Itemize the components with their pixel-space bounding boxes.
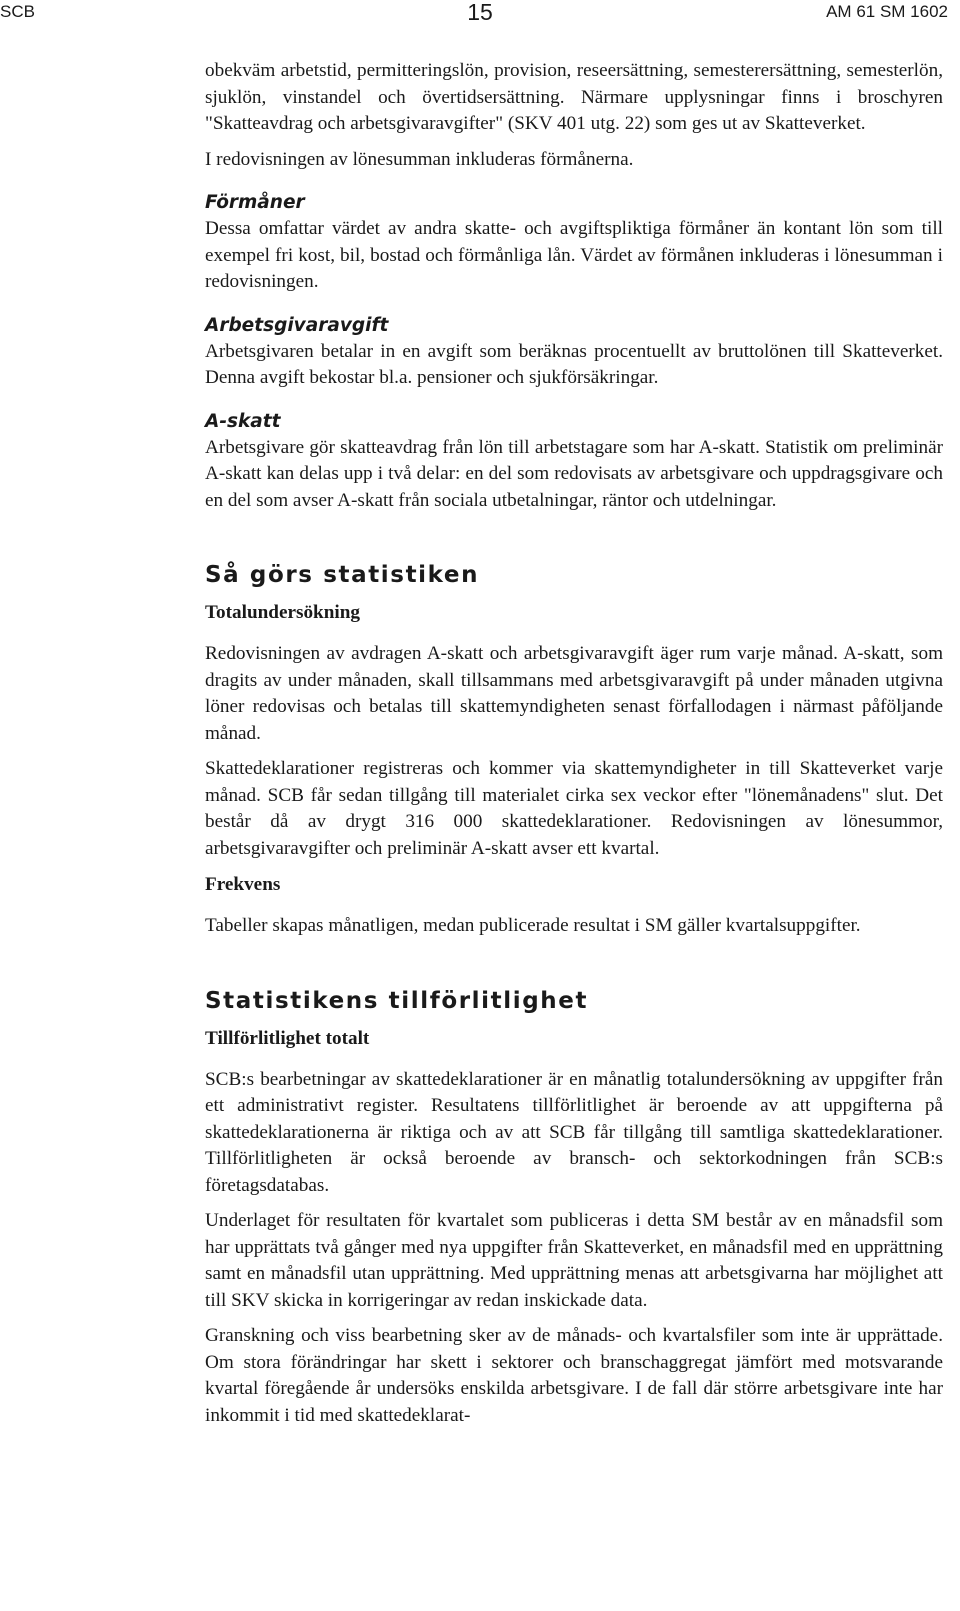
frekvens-heading: Frekvens — [205, 874, 281, 895]
tillforlitlighet-paragraph-2: Underlaget för resultaten för kvartalet som publiceras i detta SM består av en månadsfil som har upprättats två gånger med nya uppgifter från Skatteverket, en månadsfil med en upprättning samt en månadsfil utan upprättning. Med upprättning menas att arbetsgivarna har möjlighet att till SKV skicka in korrigeringar av redan inskickade data. — [205, 1210, 943, 1311]
totalundersokning-paragraph-1: Redovisningen av avdragen A-skatt och arbetsgivaravgift äger rum varje månad. A-skatt, som dragits av under månaden, skall tillsammans med arbetsgivaravgift på under månaden utgivna löner redovisas och betalas till skattemyndigheten senast förfallodagen i närmast påföljande månad. — [205, 643, 943, 744]
arbetsgivaravgift-text: Arbetsgivaren betalar in en avgift som beräknas procentuellt av bruttolönen till Skatteverket. Denna avgift bekostar bl.a. pensioner och sjukförsäkringar. — [205, 340, 943, 388]
askatt-text: Arbetsgivare gör skatteavdrag från lön till arbetstagare som har A-skatt. Statistik om preliminär A-skatt kan delas upp i två delar: en del som redovisats av arbetsgivare och uppdragsgivare och en del som avser A-skatt från sociala utbetalningar, räntor och utdelningar. — [205, 436, 943, 511]
header-report-id: AM 61 SM 1602 — [826, 2, 948, 21]
section-title-tillforlitlighet: Statistikens tillförlitlighet — [205, 987, 589, 1014]
askatt-heading: A-skatt — [205, 410, 281, 432]
intro-paragraph: obekväm arbetstid, permitteringslön, provision, reseersättning, semesterersättning, semesterlön, sjuklön, vinstandel och övertidsersättning. Närmare upplysningar finns i broschyren "Skatteavdrag och arbetsgivaravgifter" (SKV 401 utg. 22) som ges ut av Skatteverket. — [205, 60, 943, 134]
tillforlitlighet-paragraph-1: SCB:s bearbetningar av skattedeklarationer är en månatlig totalundersökning av uppgifter från ett administrativt register. Resultatens tillförlitlighet är beroende av att uppgifterna på skattedeklarationerna är riktiga och av att SCB får tillgång till samtliga skattedeklarationer. Tillförlitligheten är också beroende av bransch- och sektorkodningen från SCB:s företagsdatabas. — [205, 1068, 943, 1196]
tillforlitlighet-paragraph-3: Granskning och viss bearbetning sker av de månads- och kvartalsfiler som inte är upprättade. Om stora förändringar har skett i sektorer och branschaggregat jämfört med motsvarande kvartal föregående år undersöks enskilda arbetsgivare. I de fall där större arbetsgivare inte har inkommit i tid med skattedeklarat- — [205, 1325, 943, 1426]
totalundersokning-heading: Totalundersökning — [205, 602, 360, 623]
intro-note: I redovisningen av lönesumman inkluderas förmånerna. — [205, 148, 634, 170]
section-title-sa-gors: Så görs statistiken — [205, 562, 480, 588]
header-publisher: SCB — [0, 2, 35, 21]
frekvens-paragraph: Tabeller skapas månatligen, medan publicerade resultat i SM gäller kvartalsuppgifter. — [205, 915, 861, 936]
formaner-text: Dessa omfattar värdet av andra skatte- och avgiftspliktiga förmåner än kontant lön som till exempel fri kost, bil, bostad och förmånliga lån. Värdet av förmånen inkluderas i lönesumman i redovisningen. — [205, 218, 943, 292]
totalundersokning-paragraph-2: Skattedeklarationer registreras och kommer via skattemyndigheter in till Skatteverket varje månad. SCB får sedan tillgång till materialet cirka sex veckor efter "lönemånadens" slut. Det består då av drygt 316 000 skattedeklarationer. Redovisningen av lönesummor, arbetsgivaravgifter och preliminär A-skatt avser ett kvartal. — [205, 758, 943, 859]
page-header — [0, 0, 960, 30]
arbetsgivaravgift-heading: Arbetsgivaravgift — [205, 314, 389, 336]
formaner-heading: Förmåner — [205, 192, 305, 213]
page-content — [205, 58, 943, 1438]
page-number: 15 — [467, 0, 493, 25]
tillforlitlighet-totalt-heading: Tillförlitlighet totalt — [205, 1027, 370, 1049]
